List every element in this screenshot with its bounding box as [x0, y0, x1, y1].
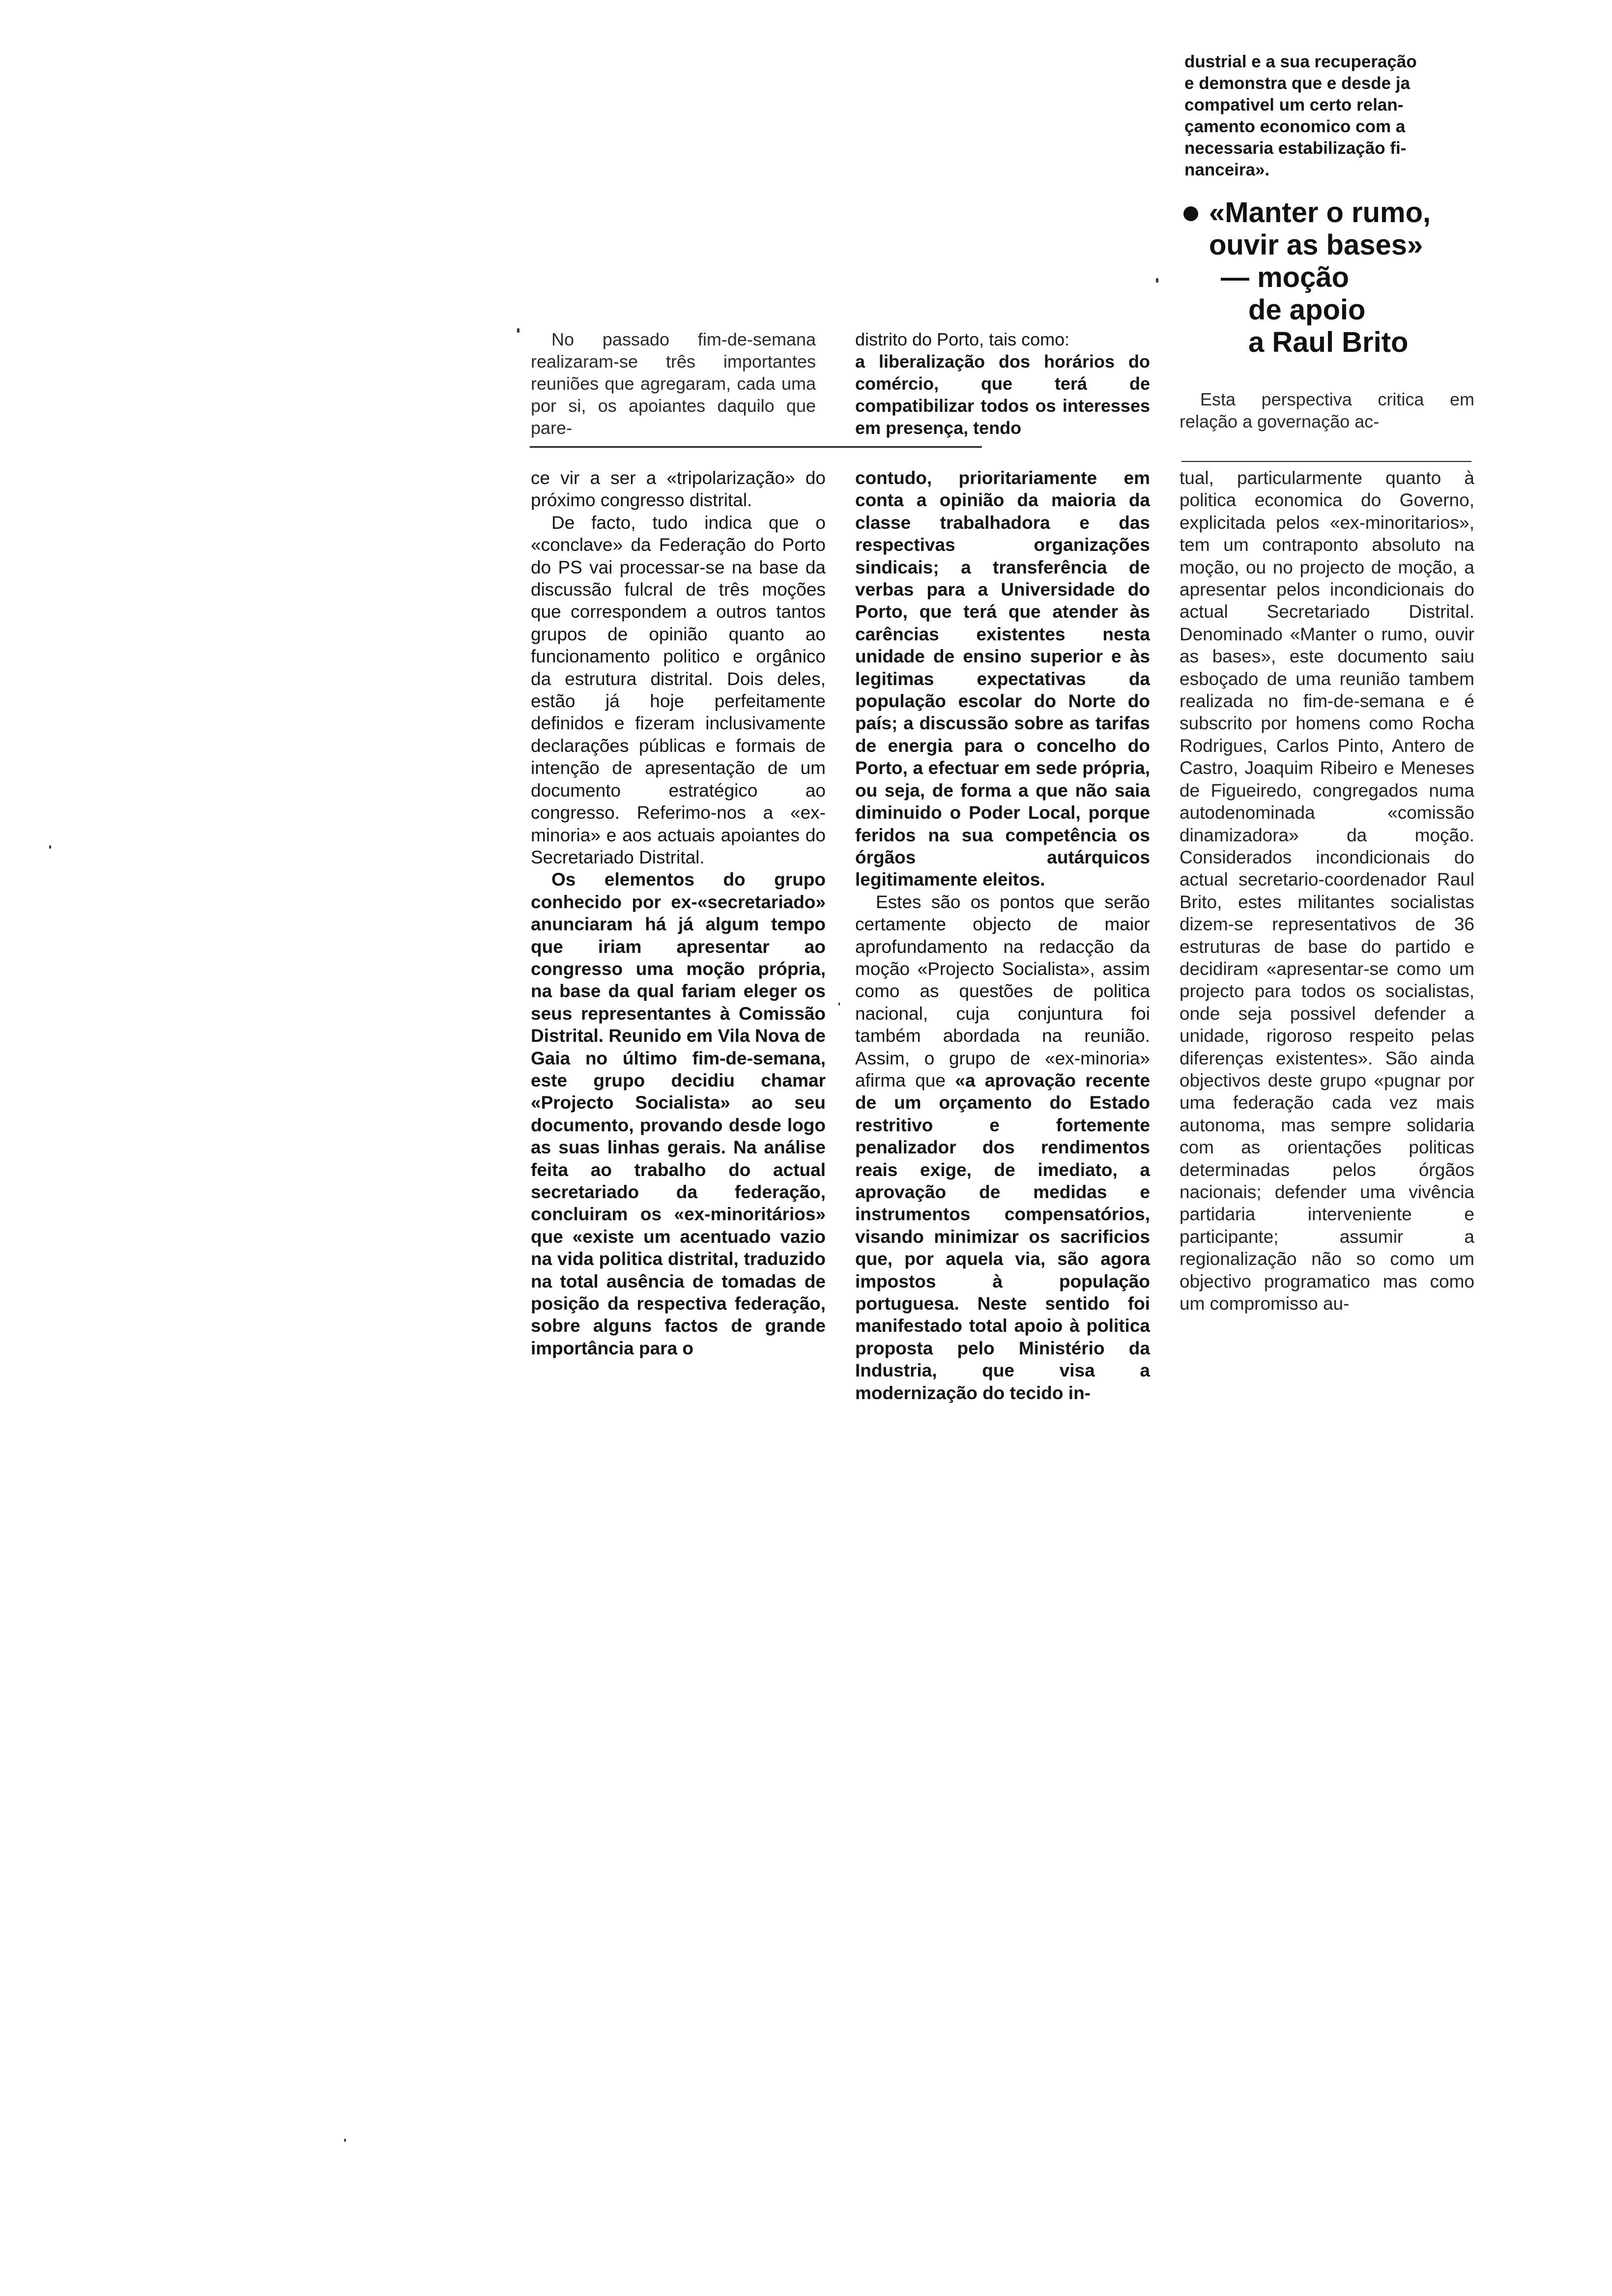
column-3-lead [1180, 388, 1474, 432]
column-2-lead [855, 328, 1150, 439]
scan-speck [49, 845, 51, 849]
column-2-intro: distrito do Porto, tais como: [855, 329, 1070, 349]
subheading-line: a Raul Brito [1248, 326, 1409, 358]
column-3-top-continuation [1184, 51, 1469, 181]
lead-paragraph: No passado fim-de-semana realizaram-se três importantes reuniões que agregaram, cada uma por si, os apoiantes daquilo que pare- [531, 329, 816, 438]
col3-top-line: compativel um certo relan- [1184, 95, 1404, 115]
subheading-line: ouvir as bases» [1209, 229, 1423, 261]
body-paragraph-text: Estes são os pontos que serão certamente objecto de maior aprofundamento na redacção da moção «Projecto Socialista», assim como as questões de politica nacional, cuja conjuntura foi também abordada na reunião. Assim, o grupo de «ex-minoria» afirma que [855, 891, 1150, 1091]
column-1-body [531, 467, 826, 1359]
section-subheading [1209, 197, 1484, 359]
col3-top-line: necessaria estabilização fi- [1184, 139, 1407, 158]
column-2-lead-bold: a liberalização dos horários do comércio, que terá de compatibilizar todos os interesses em presença, tendo [855, 351, 1150, 438]
body-paragraph: contudo, prioritariamente em conta a opinião da maioria da classe trabalhadora e das respectivas organizações sindicais; a transferência de verbas para a Universidade do Porto, que terá que atender às carências existentes nesta unidade de ensino superior e às legitimas expectativas da população escolar do Norte do país; a discussão sobre as tarifas de energia para o concelho do Porto, a efectuar em sede própria, ou seja, de forma a que não saia diminuido o Poder Local, porque feridos na sua competência os órgãos autárquicos legitimamente eleitos. [855, 468, 1150, 890]
subheading-line: de apoio [1248, 294, 1366, 326]
body-paragraph [855, 891, 1150, 1404]
body-paragraph-bold: «a aprovação recente de um orçamento do Estado restritivo e fortemente penalizador dos rendimentos reais exige, de imediato, a aprovação de medidas e instrumentos compensatórios, visando minimizar os sacrificios que, por aquela via, são agora impostos à população portuguesa. Neste sentido foi manifestado total apoio à politica proposta pelo Ministério da Industria, que visa a modernização do tecido in- [855, 1070, 1151, 1403]
scan-speck [838, 1003, 840, 1005]
body-paragraph: tual, particularmente quanto à politica economica do Governo, explicitada pelos «ex-minoritarios», tem um contraponto absoluto na moção, ou no projecto de moção, a apresentar pelos incondicionais do actual Secretariado Distrital. Denominado «Manter o rumo, ouvir as bases», este documento saiu esboçado de uma reunião tambem realizada no fim-de-semana e é subscrito por homens como Rocha Rodrigues, Carlos Pinto, Antero de Castro, Joaquim Ribeiro e Meneses de Figueiredo, congregados numa autodenominada «comissão dinamizadora» da moção. Considerados incondicionais do actual secretario-coordenador Raul Brito, estes militantes socialistas dizem-se representativos de 36 estruturas de base do partido e decidiram «apresentar-se como um projecto para todos os socialistas, onde seja possivel defender a unidade, rigoroso respeito pelas diferenças existentes». São ainda objectivos deste grupo «pugnar por uma federação cada vez mais autonoma, mas sempre solidaria com as orientações politicas determinadas pelos órgãos nacionais; defender uma vivência partidaria interveniente e participante; assumir a regionalização não so como um objectivo programatico mas como um compromisso au- [1180, 468, 1474, 1314]
horizontal-rule [1181, 461, 1471, 462]
body-paragraph: ce vir a ser a «tripolarização» do próximo congresso distrital. [531, 468, 826, 511]
subheading-line: «Manter o rumo, [1209, 197, 1431, 229]
col3-top-line: dustrial e a sua recuperação [1184, 52, 1417, 71]
col3-top-line: e demonstra que e desde ja [1184, 74, 1410, 93]
column-1-lead [531, 328, 816, 439]
column-3-body [1180, 467, 1474, 1315]
col3-top-line: nanceira». [1184, 160, 1270, 179]
body-paragraph: De facto, tudo indica que o «conclave» da Federação do Porto do PS vai processar-se na base da discussão fulcral de três moções que correspondem a outros tantos grupos de opinião quanto ao funcionamento politico e orgânico da estrutura distrital. Dois deles, estão já hoje perfeitamente definidos e fizeram inclusivamente declarações públicas e formais de intenção de apresentação de um documento estratégico ao congresso. Referimo-nos a «ex-minoria» e aos actuais apoiantes do Secretariado Distrital. [531, 512, 826, 867]
scan-speck [1156, 278, 1158, 283]
bullet-dot-icon [1183, 206, 1198, 221]
scan-speck [517, 328, 519, 333]
body-paragraph: Os elementos do grupo conhecido por ex-«secretariado» anunciaram há já algum tempo que iriam apresentar ao congresso uma moção própria, na base da qual fariam eleger os seus representantes à Comissão Distrital. Reunido em Vila Nova de Gaia no último fim-de-semana, este grupo decidiu chamar «Projecto Socialista» ao seu documento, provando desde logo as suas linhas gerais. Na análise feita ao trabalho do actual secretariado da federação, concluiram os «ex-minoritários» que «existe um acentuado vazio na vida politica distrital, traduzido na total ausência de tomadas de posição da respectiva federação, sobre alguns factos de grande importância para o [531, 869, 826, 1358]
col3-top-line: çamento economico com a [1184, 117, 1406, 136]
column-3-lead-paragraph: Esta perspectiva critica em relação a governação ac- [1180, 389, 1474, 431]
horizontal-rule [530, 446, 982, 448]
subheading-line: — moção [1221, 261, 1350, 293]
scan-speck [344, 2139, 346, 2142]
column-2-body [855, 467, 1150, 1404]
